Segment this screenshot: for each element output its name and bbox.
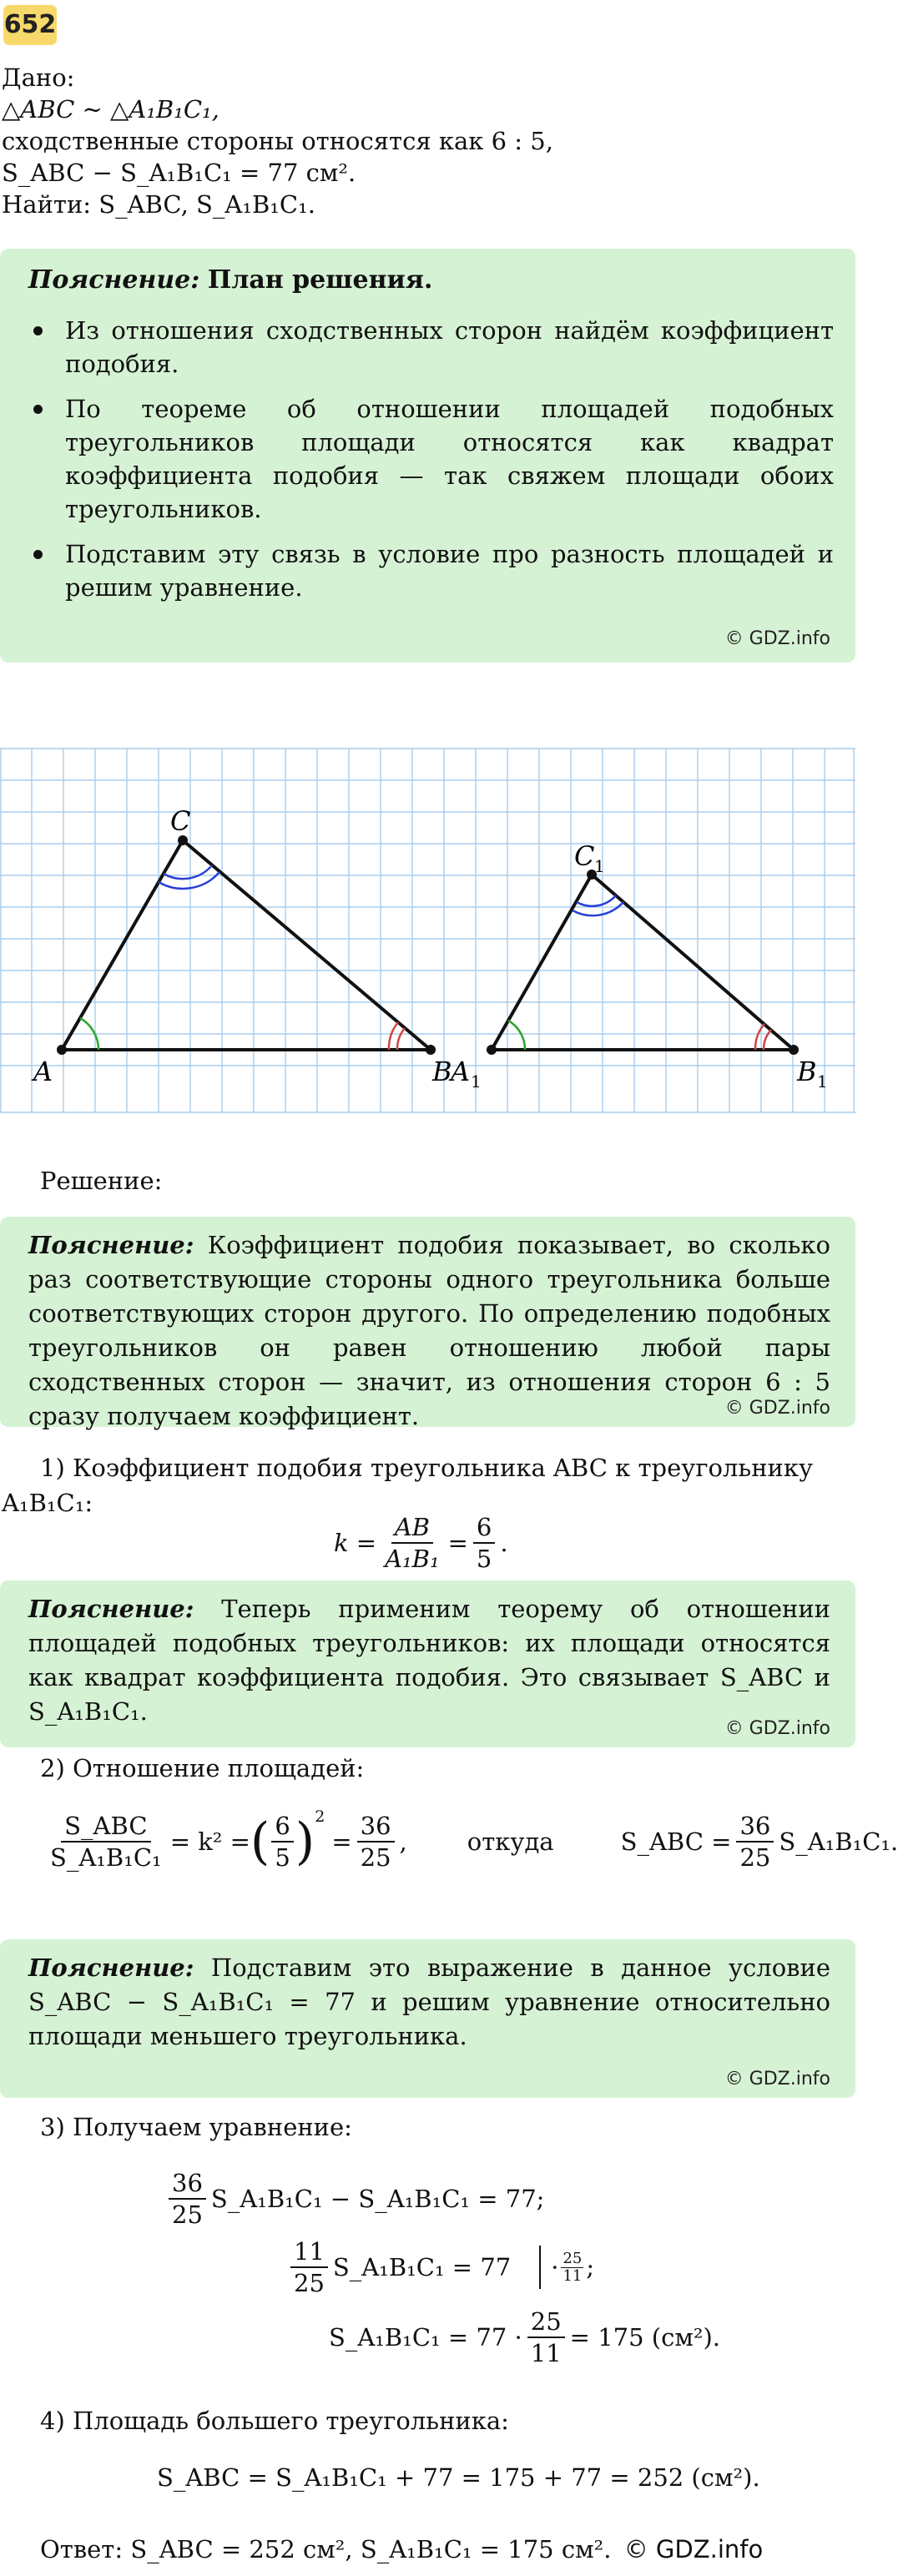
semicolon: ; (586, 2253, 595, 2281)
answer-line (40, 2533, 763, 2565)
frac-num: AB (391, 1512, 433, 1544)
l1-rest: S_A₁B₁C₁ − S_A₁B₁C₁ = 77; (210, 2185, 545, 2213)
box3-body: Теперь применим теорему об отношении площадей подобных треугольников: их площади относятся как квадрат коэффициента подобия. Это связывает S_ABC и S_A₁B₁C₁. (28, 1595, 830, 1726)
substitution-explanation-box (0, 1939, 855, 2098)
frac-num: 6 (473, 1512, 495, 1544)
plan-item-1: Из отношения сходственных сторон найдём коэффициент подобия. (0, 314, 855, 381)
period: . (500, 1529, 508, 1557)
frac-num: 11 (290, 2236, 328, 2268)
label-b: B (432, 1056, 452, 1087)
label-b1: B (797, 1056, 817, 1087)
angle-c-arc-1 (164, 865, 212, 879)
angle-c1-arc-1 (577, 895, 616, 906)
label-a1-sub: 1 (471, 1071, 482, 1091)
frac-den: 25 (172, 2200, 203, 2229)
frac-num: 25 (563, 2249, 583, 2267)
multiply-dot: · (551, 2253, 559, 2281)
plan-copyright: © GDZ.info (724, 628, 830, 649)
box2-body: Коэффициент подобия показывает, во сколько раз соответствующие стороны одного треугольника больше соответствующих сторон другого. По определению подобных треугольников он равен отношению любой пары сходственных сторон — значит, из отношения сторон 6 : 5 сразу получаем коэффициент. (28, 1231, 830, 1430)
point-a1 (487, 1045, 497, 1055)
step2-formula (42, 1807, 898, 1873)
frac-den: 11 (530, 2339, 562, 2367)
box4-copyright: © GDZ.info (724, 2069, 830, 2090)
box2-copyright: © GDZ.info (724, 1398, 830, 1419)
step3-line1 (164, 2168, 544, 2230)
frac-den: 5 (476, 1545, 492, 1573)
angle-c-arc-2 (159, 872, 219, 889)
step3-line2 (285, 2236, 594, 2298)
k-squared: = k² = (169, 1827, 250, 1856)
point-b1 (789, 1045, 799, 1055)
angle-a1-arc (508, 1021, 525, 1050)
frac-den: A₁B₁ (385, 1545, 440, 1573)
given-label: Дано: (2, 63, 75, 92)
frac-den: S_A₁B₁C₁ (50, 1843, 162, 1872)
frac-den: 25 (739, 1843, 771, 1872)
step3-line3 (329, 2306, 720, 2368)
square-exponent: 2 (315, 1807, 325, 1826)
frac-num: 25 (527, 2306, 565, 2338)
label-c1-sub: 1 (594, 856, 605, 876)
s-abc-eq: S_ABC = (620, 1827, 732, 1856)
frac-den: 11 (563, 2266, 583, 2285)
coefficient-explanation-box (0, 1217, 855, 1430)
step3-text: 3) Получаем уравнение: (40, 2113, 352, 2141)
k-symbol: k = (334, 1529, 377, 1557)
frac-den: 25 (360, 1843, 391, 1872)
otkuda-word: откуда (467, 1827, 554, 1856)
box3-copyright: © GDZ.info (724, 1718, 830, 1739)
plan-item-2: По теореме об отношении площадей подобных треугольников площади относятся как квадрат коэффициента подобия — так свяжем площади обоих треугольников. (0, 392, 855, 526)
angle-b1-arc (764, 1030, 771, 1050)
step1-text2: A₁B₁C₁: (2, 1489, 93, 1517)
plan-explanation-box (0, 249, 855, 663)
multiplier-fraction (561, 2251, 583, 2285)
frac-num: S_ABC (61, 1811, 150, 1843)
frac-num: 36 (357, 1811, 395, 1843)
eleven-over-25 (290, 2236, 328, 2298)
s-a1b1c1: S_A₁B₁C₁. (779, 1827, 898, 1856)
thirty-six-over-25 (357, 1811, 395, 1873)
box4-body: Подставим это выражение в данное условие S_ABC − S_A₁B₁C₁ = 77 и решим уравнение относительно площади меньшего треугольника. (28, 1953, 830, 2050)
area-ratio (47, 1811, 165, 1873)
label-a1: A (451, 1056, 471, 1087)
thirty-six-over-25 (169, 2168, 206, 2230)
area-theorem-explanation-box (0, 1580, 855, 1747)
label-a: A (33, 1056, 53, 1087)
answer-text: Ответ: S_ABC = 252 см², S_A₁B₁C₁ = 175 см². (40, 2535, 612, 2563)
triangles-figure (0, 747, 855, 1114)
label-c1: C (574, 840, 595, 872)
l3-a: S_A₁B₁C₁ = 77 · (329, 2323, 522, 2352)
eq-sign: = (447, 1529, 468, 1557)
twenty-five-over-11 (527, 2306, 565, 2368)
step1-formula (334, 1512, 508, 1574)
frac-den: 5 (275, 1843, 290, 1872)
plan-head-label: Пояснение: (28, 265, 200, 295)
step2-text: 2) Отношение площадей: (40, 1754, 365, 1782)
six-fifths (473, 1512, 495, 1574)
left-paren: ( (250, 1812, 270, 1871)
plan-list (0, 314, 855, 604)
comma: , (399, 1827, 407, 1856)
triangle-abc (62, 840, 431, 1050)
angle-b-arc (397, 1028, 405, 1050)
l3-b: = 175 (см²). (569, 2323, 721, 2352)
right-paren: ) (295, 1812, 315, 1871)
solution-label: Решение: (40, 1167, 163, 1195)
box3-text (28, 1592, 830, 1729)
step4-equation: S_ABC = S_A₁B₁C₁ + 77 = 175 + 77 = 252 (см²). (157, 2463, 760, 2492)
triangle-a1b1c1 (492, 875, 794, 1050)
multiply-bar (539, 2246, 541, 2289)
frac-num: 6 (271, 1811, 293, 1843)
thirty-six-over-25-b (736, 1811, 774, 1873)
given-difference: S_ABC − S_A₁B₁C₁ = 77 см². (2, 159, 356, 187)
frac-num: 36 (736, 1811, 774, 1843)
ab-over-a1b1 (381, 1512, 443, 1574)
grid (0, 749, 855, 1112)
given-ratio: сходственные стороны относятся как 6 : 5, (2, 127, 553, 155)
plan-title: План решения. (207, 265, 433, 295)
frac-num: 36 (169, 2168, 206, 2200)
problem-number-badge: 652 (3, 5, 57, 45)
box2-head: Пояснение: (28, 1231, 194, 1259)
plan-header (0, 264, 855, 297)
step4-text: 4) Площадь большего треугольника: (40, 2407, 509, 2435)
step1-text: 1) Коэффициент подобия треугольника ABC к треугольнику (40, 1454, 814, 1482)
label-b1-sub: 1 (817, 1071, 828, 1091)
point-a (57, 1045, 67, 1055)
point-b (426, 1045, 436, 1055)
six-fifths (271, 1811, 293, 1873)
answer-copyright: © GDZ.info (623, 2535, 764, 2563)
plan-item-3: Подставим эту связь в условие про разность площадей и решим уравнение. (0, 537, 855, 604)
frac-den: 25 (294, 2269, 325, 2297)
label-c: C (170, 805, 191, 837)
given-similarity: △ABC ∼ △A₁B₁C₁, (2, 95, 219, 124)
box4-text (28, 1951, 830, 2054)
eq-sign: = (331, 1827, 352, 1856)
box4-head: Пояснение: (28, 1953, 194, 1982)
l2-rest: S_A₁B₁C₁ = 77 (332, 2253, 512, 2281)
box2-text (28, 1228, 830, 1434)
find-line: Найти: S_ABC, S_A₁B₁C₁. (2, 190, 315, 219)
box3-head: Пояснение: (28, 1595, 194, 1623)
